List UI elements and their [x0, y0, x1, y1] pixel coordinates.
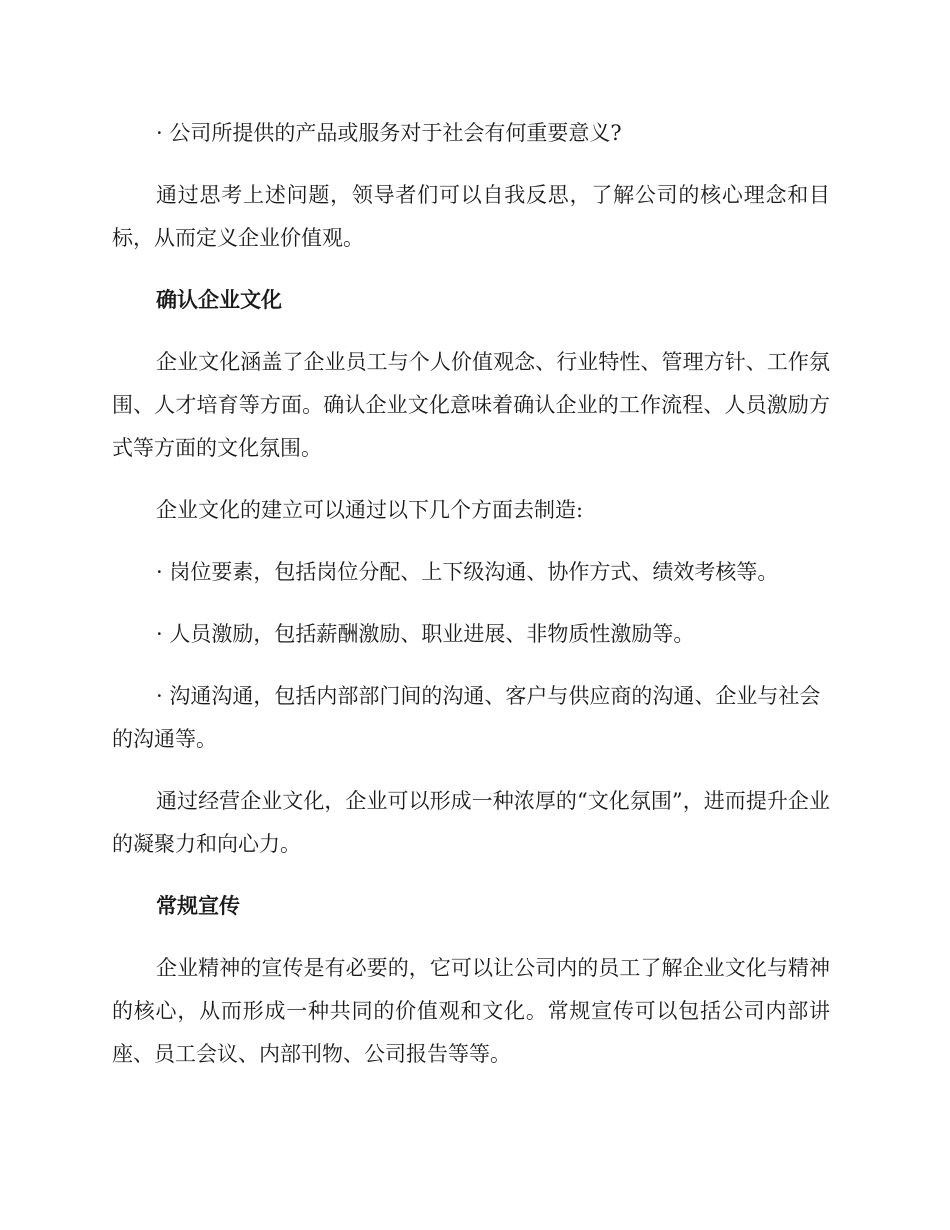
bullet-communication: · 沟通沟通，包括内部部门间的沟通、客户与供应商的沟通、企业与社会的沟通等。: [112, 684, 821, 751]
paragraph-culture-aspects-intro: 企业文化的建立可以通过以下几个方面去制造:: [156, 498, 584, 522]
paragraph-culture-atmosphere: 通过经营企业文化，企业可以形成一种浓厚的“文化氛围”，进而提升企业的凝聚力和向心力。: [112, 789, 830, 856]
bullet-social-significance: · 公司所提供的产品或服务对于社会有何重要意义?: [156, 121, 622, 145]
section-heading-confirm-culture: 确认企业文化: [156, 288, 282, 312]
paragraph-promotion: 企业精神的宣传是有必要的，它可以让公司内的员工了解企业文化与精神的核心，从而形成一种共同的价值观和文化。常规宣传可以包括公司内部讲座、员工会议、内部刊物、公司报告等等。: [112, 956, 830, 1066]
section-heading-regular-promotion: 常规宣传: [156, 894, 240, 918]
bullet-staff-incentives: · 人员激励，包括薪酬激励、职业进展、非物质性激励等。: [156, 622, 695, 646]
paragraph-self-reflection: 通过思考上述问题，领导者们可以自我反思，了解公司的核心理念和目标，从而定义企业价值观。: [112, 183, 830, 250]
paragraph-culture-definition: 企业文化涵盖了企业员工与个人价值观念、行业特性、管理方针、工作氛围、人才培育等方面。确认企业文化意味着确认企业的工作流程、人员激励方式等方面的文化氛围。: [112, 350, 830, 460]
bullet-job-elements: · 岗位要素，包括岗位分配、上下级沟通、协作方式、绩效考核等。: [156, 560, 779, 584]
